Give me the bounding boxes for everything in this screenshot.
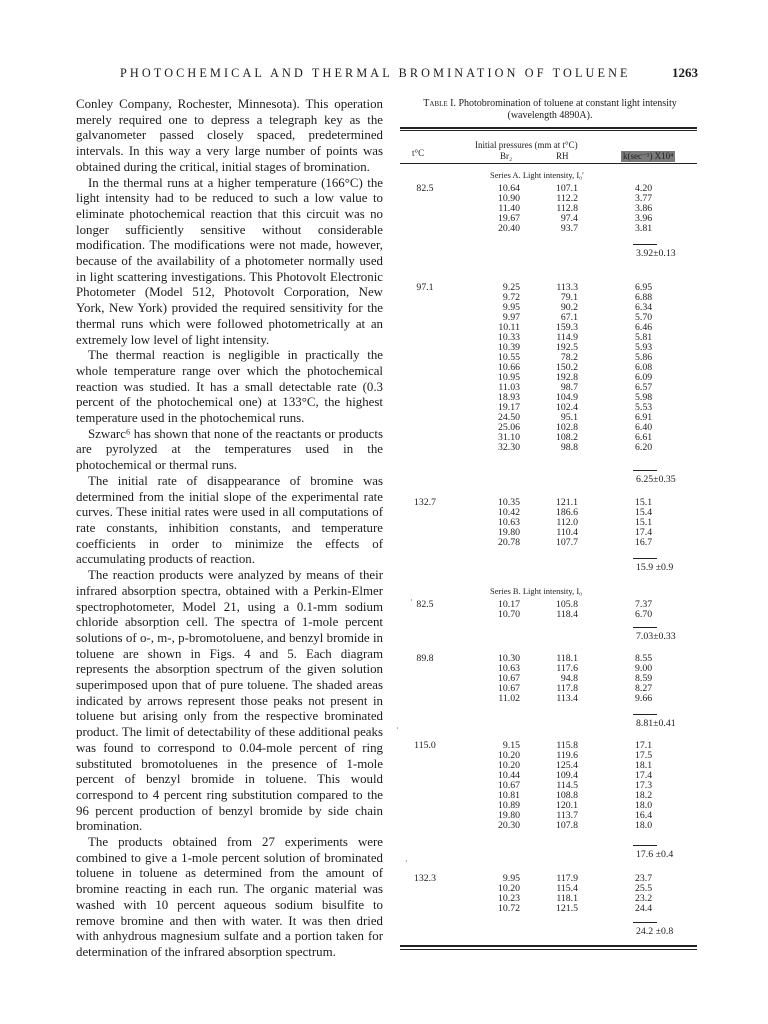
- group-mean: 6.25±0.35: [636, 474, 676, 485]
- rh-pressure: 94.8: [560, 673, 578, 684]
- br2-pressure: 19.80: [497, 527, 520, 538]
- rh-pressure: 114.9: [556, 332, 578, 343]
- rh-pressure: 107.1: [555, 183, 578, 194]
- br2-pressure: 10.67: [497, 780, 520, 791]
- rate-constant: 16.7: [635, 537, 653, 548]
- br2-pressure: 9.95: [502, 873, 520, 884]
- rh-pressure: 78.2: [560, 352, 578, 363]
- br2-pressure: 9.25: [502, 282, 520, 293]
- table-title: Photobromination of toluene at constant light intensity (wavelength 4890A).: [458, 98, 677, 121]
- rate-constant: 17.3: [635, 780, 653, 791]
- rh-pressure: 105.8: [555, 599, 578, 610]
- br2-pressure: 10.20: [497, 760, 520, 771]
- br2-pressure: 10.35: [497, 497, 520, 508]
- rate-constant: 3.86: [635, 203, 653, 214]
- header-rule: [400, 163, 697, 164]
- series-b-label: Series B. Light intensity, I₀: [490, 586, 583, 596]
- rh-pressure: 98.7: [560, 382, 578, 393]
- paragraph: The initial rate of disappearance of bromine was determined from the initial slope of the experimental rate curves. These initial rates were used in all computations of rate constants, inhibition constants, and temperature coefficients in order to minimize the effects of accumulating products of reaction.: [76, 473, 383, 567]
- rh-pressure: 121.1: [555, 497, 578, 508]
- br2-pressure: 11.02: [498, 693, 520, 704]
- br2-pressure: 10.90: [497, 193, 520, 204]
- br2-pressure: 10.20: [497, 750, 520, 761]
- group-mean: 15.9 ±0.9: [636, 562, 674, 573]
- rh-pressure: 114.5: [556, 780, 578, 791]
- rh-pressure: 98.8: [560, 442, 578, 453]
- table-bottom-rule: [400, 945, 697, 947]
- br2-pressure: 10.70: [497, 609, 520, 620]
- br2-pressure: 9.95: [502, 302, 520, 313]
- rh-pressure: 117.8: [556, 683, 578, 694]
- rh-pressure: 121.5: [555, 903, 578, 914]
- rh-pressure: 67.1: [560, 312, 578, 323]
- rh-pressure: 192.8: [555, 372, 578, 383]
- br2-pressure: 11.03: [498, 382, 520, 393]
- br2-pressure: 10.20: [497, 883, 520, 894]
- rate-constant: 17.4: [635, 527, 653, 538]
- rh-pressure: 79.1: [560, 292, 578, 303]
- rate-constant: 5.81: [635, 332, 653, 343]
- group-mean: 7.03±0.33: [636, 631, 676, 642]
- rate-constant: 24.4: [635, 903, 653, 914]
- rate-constant: 6.40: [635, 422, 653, 433]
- rate-constant: 3.77: [635, 193, 653, 204]
- rate-constant: 23.2: [635, 893, 653, 904]
- rh-pressure: 112.0: [556, 517, 578, 528]
- rh-pressure: 125.4: [555, 760, 578, 771]
- br2-pressure: 10.17: [497, 599, 520, 610]
- running-header: [0, 66, 768, 86]
- rate-constant: 5.86: [635, 352, 653, 363]
- br2-pressure: 10.42: [497, 507, 520, 518]
- margin-dot: ·: [410, 596, 413, 605]
- rh-pressure: 102.4: [555, 402, 578, 413]
- rh-pressure: 108.8: [555, 790, 578, 801]
- group-temperature: 89.8: [416, 653, 434, 664]
- rate-constant: 15.1: [635, 517, 653, 528]
- br2-pressure: 10.63: [497, 663, 520, 674]
- header-temperature: t°C: [412, 148, 425, 158]
- rate-constant: 15.1: [635, 497, 653, 508]
- rh-pressure: 102.8: [555, 422, 578, 433]
- br2-pressure: 10.11: [498, 322, 520, 333]
- table-top-rule: [400, 127, 697, 129]
- margin-dot: ·: [396, 724, 399, 733]
- mean-rule: [633, 558, 657, 559]
- rh-pressure: 97.4: [560, 213, 578, 224]
- br2-pressure: 10.95: [497, 372, 520, 383]
- paragraph: The products obtained from 27 experiments were combined to give a 1-mole percent solution of brominated toluene in toluene as determined from the amount of bromine reacting in each run. The organic material was washed with 10 percent aqueous sodium bisulfite to remove bromine and then with water. It was then dried with anhydrous magnesium sulfate and a portion taken for determination of the infrared absorption spectrum.: [76, 835, 383, 959]
- br2-pressure: 32.30: [497, 442, 520, 453]
- rh-pressure: 112.2: [556, 193, 578, 204]
- rh-pressure: 192.5: [555, 342, 578, 353]
- series-a-label: Series A. Light intensity, I₀′: [490, 170, 584, 180]
- br2-pressure: 24.50: [497, 412, 520, 423]
- rh-pressure: 117.6: [556, 663, 578, 674]
- rh-pressure: 113.7: [556, 810, 578, 821]
- br2-pressure: 9.72: [502, 292, 520, 303]
- rate-constant: 6.09: [635, 372, 653, 383]
- rate-constant: 6.88: [635, 292, 653, 303]
- rate-constant: 5.98: [635, 392, 653, 403]
- rate-constant: 6.46: [635, 322, 653, 333]
- br2-pressure: 20.78: [497, 537, 520, 548]
- rate-constant: 5.70: [635, 312, 653, 323]
- table-label: Table I.: [423, 98, 456, 109]
- group-temperature: 82.5: [416, 599, 434, 610]
- rh-pressure: 95.1: [560, 412, 578, 423]
- mean-rule: [633, 922, 657, 923]
- rh-pressure: 118.4: [556, 609, 578, 620]
- br2-pressure: 18.93: [497, 392, 520, 403]
- rate-constant: 25.5: [635, 883, 653, 894]
- mean-rule: [633, 470, 657, 471]
- mean-rule: [633, 845, 657, 846]
- br2-pressure: 10.63: [497, 517, 520, 528]
- rh-pressure: 115.8: [556, 740, 578, 751]
- rate-constant: 6.34: [635, 302, 653, 313]
- rate-constant: 6.20: [635, 442, 653, 453]
- br2-pressure: 10.30: [497, 653, 520, 664]
- rate-constant: 9.66: [635, 693, 653, 704]
- mean-rule: [633, 244, 657, 245]
- rate-constant: 8.27: [635, 683, 653, 694]
- br2-pressure: 10.39: [497, 342, 520, 353]
- header-br2: Br₂: [500, 151, 513, 161]
- rh-pressure: 107.8: [555, 820, 578, 831]
- rate-constant: 17.1: [635, 740, 653, 751]
- rh-pressure: 119.6: [556, 750, 578, 761]
- group-temperature: 132.3: [413, 873, 437, 884]
- running-title: PHOTOCHEMICAL AND THERMAL BROMINATION OF TOLUENE: [120, 66, 631, 80]
- br2-pressure: 19.67: [497, 213, 520, 224]
- br2-pressure: 31.10: [497, 432, 520, 443]
- br2-pressure: 25.06: [497, 422, 520, 433]
- rh-pressure: 118.1: [556, 653, 578, 664]
- header-rh: RH: [556, 151, 569, 161]
- br2-pressure: 10.23: [497, 893, 520, 904]
- rate-constant: 6.91: [635, 412, 653, 423]
- rate-constant: 7.37: [635, 599, 653, 610]
- rh-pressure: 108.2: [555, 432, 578, 443]
- mean-rule: [633, 714, 657, 715]
- group-temperature: 132.7: [413, 497, 437, 508]
- br2-pressure: 20.30: [497, 820, 520, 831]
- group-temperature: 97.1: [416, 282, 434, 293]
- rh-pressure: 90.2: [560, 302, 578, 313]
- header-rate-constant: k(sec⁻¹) X10⁴: [623, 151, 674, 161]
- paragraph: In the thermal runs at a higher temperature (166°C) the light intensity had to be reduced to such a low value to eliminate photochemical reaction that this circuit was no longer sufficiently sensitive without considerable modification. The modifications were not made, however, because of the availability of a photometer normally used in light scattering investigations. This Photovolt Electronic Photometer (Model 512, Photovolt Corporation, New York, New York) provided the required sensitivity for the thermal runs which were followed photometrically at an extremely low level of light intensity.: [76, 175, 383, 347]
- rate-constant: 17.5: [635, 750, 653, 761]
- rate-constant: 18.2: [635, 790, 653, 801]
- br2-pressure: 10.67: [497, 673, 520, 684]
- br2-pressure: 10.81: [497, 790, 520, 801]
- rh-pressure: 113.3: [556, 282, 578, 293]
- rh-pressure: 150.2: [555, 362, 578, 373]
- rh-pressure: 107.7: [555, 537, 578, 548]
- rh-pressure: 109.4: [555, 770, 578, 781]
- margin-dot: ·: [405, 857, 408, 866]
- br2-pressure: 10.55: [497, 352, 520, 363]
- rh-pressure: 93.7: [560, 223, 578, 234]
- br2-pressure: 10.64: [497, 183, 520, 194]
- group-temperature: 115.0: [414, 740, 436, 751]
- br2-pressure: 10.67: [497, 683, 520, 694]
- paragraph: The reaction products were analyzed by means of their infrared absorption spectra, obtained with a Perkin-Elmer spectrophotometer, Model 21, using a 0.1-mm sodium chloride absorption cell. The spectra of 1-mole percent solutions of o-, m-, p-bromotoluene, and benzyl bromide in toluene are shown in Figs. 4 and 5. Each diagram represents the absorption spectrum of the given solution superimposed upon that of pure toluene. The shaded areas indicated by arrows represent those peaks not present in toluene but arising only from the respective brominated product. The limit of detectability of these additional peaks was found to correspond to 0.04-mole percent of ring substituted bromotoluenes in the presence of 1-mole percent of benzyl bromide in toluene. This would correspond to 4 percent ring substitution compared to the 96 percent production of benzyl bromide by side chain bromination.: [76, 568, 383, 834]
- table-bottom-rule-inner: [400, 949, 697, 950]
- paragraph: Szwarc⁶ has shown that none of the reactants or products are pyrolyzed at the temperatures used in the photochemical or thermal runs.: [76, 426, 383, 473]
- rate-constant: 6.08: [635, 362, 653, 373]
- rh-pressure: 110.4: [556, 527, 578, 538]
- rate-constant: 9.00: [635, 663, 653, 674]
- rate-constant: 3.81: [635, 223, 653, 234]
- br2-pressure: 20.40: [497, 223, 520, 234]
- br2-pressure: 19.80: [497, 810, 520, 821]
- rate-constant: 5.53: [635, 402, 653, 413]
- rate-constant: 6.70: [635, 609, 653, 620]
- rh-pressure: 117.9: [556, 873, 578, 884]
- rate-constant: 18.0: [635, 820, 653, 831]
- rate-constant: 17.4: [635, 770, 653, 781]
- rate-constant: 6.61: [635, 432, 653, 443]
- rate-constant: 18.0: [635, 800, 653, 811]
- page-number: 1263: [672, 65, 698, 80]
- br2-pressure: 9.15: [502, 740, 520, 751]
- br2-pressure: 19.17: [497, 402, 520, 413]
- rate-constant: 16.4: [635, 810, 653, 821]
- rh-pressure: 113.4: [556, 693, 578, 704]
- rate-constant: 4.20: [635, 183, 653, 194]
- rate-constant: 8.55: [635, 653, 653, 664]
- rate-constant: 6.95: [635, 282, 653, 293]
- group-mean: 24.2 ±0.8: [636, 926, 674, 937]
- br2-pressure: 10.66: [497, 362, 520, 373]
- rate-constant: 3.96: [635, 213, 653, 224]
- rate-constant: 23.7: [635, 873, 653, 884]
- rh-pressure: 104.9: [555, 392, 578, 403]
- body-text-column: [76, 97, 383, 961]
- rate-constant: 6.57: [635, 382, 653, 393]
- br2-pressure: 10.89: [497, 800, 520, 811]
- rate-constant: 18.1: [635, 760, 653, 771]
- br2-pressure: 9.97: [502, 312, 520, 323]
- rh-pressure: 112.8: [556, 203, 578, 214]
- rh-pressure: 186.6: [555, 507, 578, 518]
- table-top-rule-inner: [400, 130, 697, 131]
- header-initial-pressures: Initial pressures (mm at t°C): [475, 140, 578, 150]
- rate-constant: 15.4: [635, 507, 653, 518]
- rh-pressure: 118.1: [556, 893, 578, 904]
- group-mean: 8.81±0.41: [636, 718, 676, 729]
- mean-rule: [633, 627, 657, 628]
- rate-constant: 8.59: [635, 673, 653, 684]
- br2-pressure: 11.40: [498, 203, 520, 214]
- rh-pressure: 115.4: [556, 883, 578, 894]
- br2-pressure: 10.72: [497, 903, 520, 914]
- paragraph: The thermal reaction is negligible in practically the whole temperature range over which the photochemical reaction was studied. It has a small detectable rate (0.3 percent of the photochemical one) at 133°C, the highest temperature used in the photochemical runs.: [76, 348, 383, 426]
- rh-pressure: 120.1: [555, 800, 578, 811]
- group-mean: 3.92±0.13: [636, 248, 676, 259]
- table-caption: [398, 98, 702, 122]
- paragraph: Conley Company, Rochester, Minnesota). This operation merely required one to depress a telegraph key as the galvanometer passed closely spaced, predetermined intervals. In this way a very large number of points was obtained during the critical, initial stages of bromination.: [76, 97, 383, 174]
- rh-pressure: 159.3: [555, 322, 578, 333]
- group-temperature: 82.5: [416, 183, 434, 194]
- rate-constant: 5.93: [635, 342, 653, 353]
- br2-pressure: 10.33: [497, 332, 520, 343]
- group-mean: 17.6 ±0.4: [636, 849, 674, 860]
- br2-pressure: 10.44: [497, 770, 520, 781]
